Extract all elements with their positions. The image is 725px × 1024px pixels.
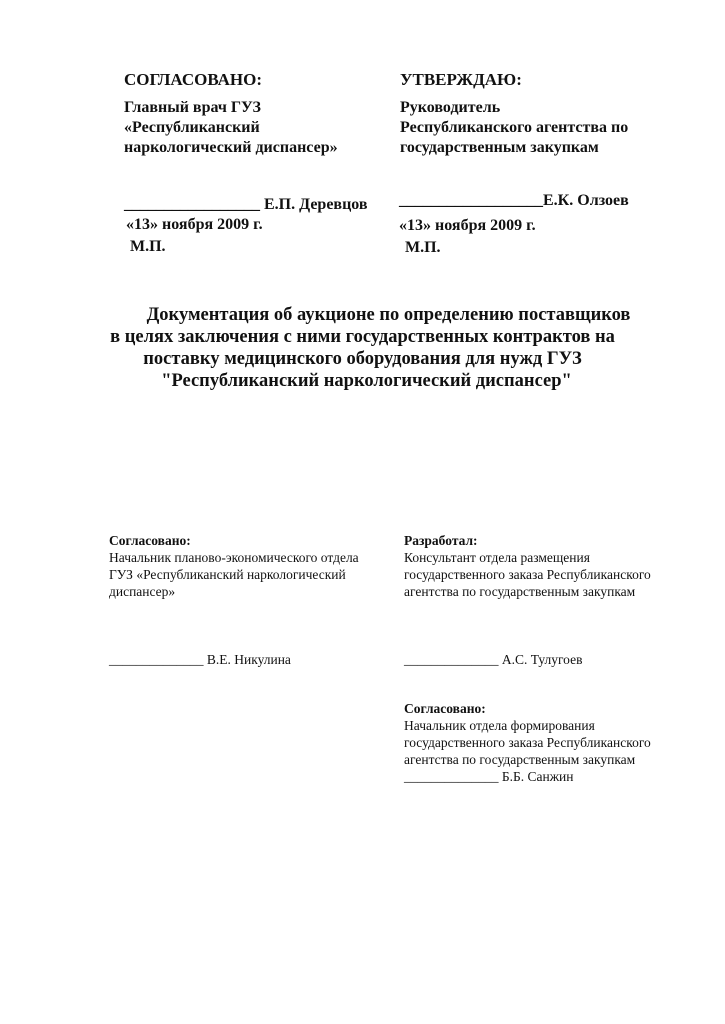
agreed-line-3: диспансер» [109,584,176,599]
title-line-1: Документация об аукционе по определению поставщиков [146,305,631,325]
approval-right-heading: УТВЕРЖДАЮ: [400,70,522,89]
title-line-2: в целях заключения с ними государственных контрактов на [110,327,615,347]
agreed-2-block [404,700,651,785]
developed-line-1: Консультант отдела размещения [404,550,590,565]
approval-right-date: «13» ноября 2009 г. [399,217,536,234]
developed-heading: Разработал: [404,533,478,548]
approval-right-line-2: Республиканского агентства по [400,119,629,136]
approval-left-date: «13» ноября 2009 г. [126,216,263,233]
agreed-2-heading: Согласовано: [404,701,486,716]
approval-right-line-3: государственным закупкам [400,139,599,156]
approval-left-signature: _________________ Е.П. Деревцов [124,196,368,213]
approval-right-block [400,70,628,158]
approval-left-stamp: М.П. [130,238,166,255]
document-title [0,304,725,392]
approval-right-line-1: Руководитель [400,99,501,116]
agreed-block [109,532,359,600]
agreed-line-1: Начальник планово-экономического отдела [109,550,359,565]
developed-line-3: агентства по государственным закупкам [404,584,636,599]
agreed-signature: ______________ В.Е. Никулина [109,652,291,667]
agreed-2-line-1: Начальник отдела формирования [404,718,595,733]
developed-block [404,532,651,600]
approval-left-heading: СОГЛАСОВАНО: [124,70,263,89]
agreed-2-line-3: агентства по государственным закупкам [404,752,636,767]
title-line-4: "Республиканский наркологический диспансер" [161,371,572,391]
agreed-heading: Согласовано: [109,533,191,548]
approval-right-stamp: М.П. [405,239,441,256]
approval-left-line-2: «Республиканский [124,119,260,136]
approval-left-signature-block [124,195,368,257]
approval-left-line-3: наркологический диспансер» [124,139,338,156]
agreed-line-2: ГУЗ «Республиканский наркологический [109,567,346,582]
developed-line-2: государственного заказа Республиканского [404,567,651,582]
approval-right-signature-block [399,191,629,258]
agreed-2-signature: ______________ Б.Б. Санжин [404,769,574,784]
approval-right-signature: __________________Е.К. Олзоев [399,192,629,209]
approval-left-line-1: Главный врач ГУЗ [124,99,261,116]
approval-left-block [124,70,338,158]
agreed-2-line-2: государственного заказа Республиканского [404,735,651,750]
title-line-3: поставку медицинского оборудования для нужд ГУЗ [143,349,582,369]
developed-signature: ______________ А.С. Тулугоев [404,652,583,667]
